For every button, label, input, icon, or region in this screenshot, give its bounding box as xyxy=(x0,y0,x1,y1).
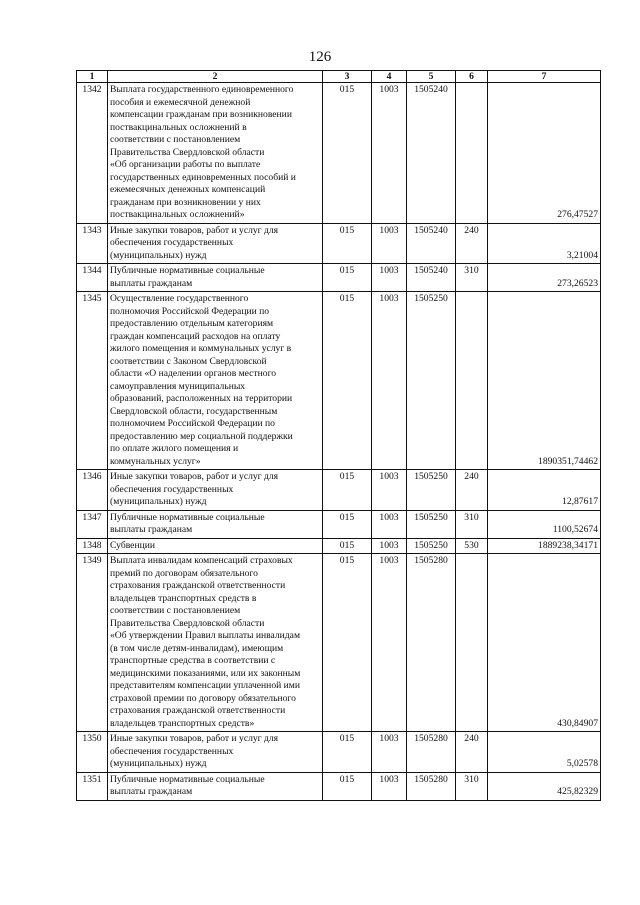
row-amount: 5,02578 xyxy=(488,732,601,773)
row-description: Иные закупки товаров, работ и услуг для обеспечения государственных (муниципальных) нужд xyxy=(108,470,323,511)
row-ministry-code: 015 xyxy=(323,83,372,224)
table-row xyxy=(77,223,601,264)
row-amount: 1890351,74462 xyxy=(488,292,601,470)
header-col-6: 6 xyxy=(456,71,488,83)
table-row xyxy=(77,292,601,470)
row-number: 1343 xyxy=(77,223,108,264)
row-description: Публичные нормативные социальные выплаты гражданам xyxy=(108,510,323,538)
row-expense-type: 310 xyxy=(456,264,488,292)
row-amount: 425,82329 xyxy=(488,772,601,800)
row-expense-type xyxy=(456,554,488,732)
page-number: 126 xyxy=(308,49,332,65)
row-section-code: 1003 xyxy=(372,292,407,470)
row-number: 1348 xyxy=(77,538,108,554)
header-col-2: 2 xyxy=(108,71,323,83)
table-row xyxy=(77,264,601,292)
row-section-code: 1003 xyxy=(372,83,407,224)
row-number: 1344 xyxy=(77,264,108,292)
row-ministry-code: 015 xyxy=(323,538,372,554)
row-section-code: 1003 xyxy=(372,554,407,732)
row-section-code: 1003 xyxy=(372,470,407,511)
row-target-code: 1505280 xyxy=(407,772,456,800)
row-description: Публичные нормативные социальные выплаты гражданам xyxy=(108,264,323,292)
row-target-code: 1505250 xyxy=(407,292,456,470)
header-col-5: 5 xyxy=(407,71,456,83)
row-target-code: 1505250 xyxy=(407,510,456,538)
row-description: Выплата государственного единовременного пособия и ежемесячной денежной компенсации гражданам при возникновении поствакцинальных осложнений в соответствии с постановлением Правительства Свердловской области «Об организации работы по выплате государственных единовременных пособий и ежемесячных денежных компенсаций гражданам при возникновении у них поствакцинальных осложнений» xyxy=(108,83,323,224)
row-section-code: 1003 xyxy=(372,264,407,292)
row-expense-type: 240 xyxy=(456,732,488,773)
table-header-row xyxy=(77,71,601,83)
row-amount: 430,84907 xyxy=(488,554,601,732)
row-ministry-code: 015 xyxy=(323,554,372,732)
row-expense-type: 240 xyxy=(456,223,488,264)
row-expense-type xyxy=(456,83,488,224)
header-col-1: 1 xyxy=(77,71,108,83)
row-amount: 1889238,34171 xyxy=(488,538,601,554)
header-col-4: 4 xyxy=(372,71,407,83)
row-description: Осуществление государственного полномочия Российской Федерации по предоставлению отдельным категориям граждан компенсаций расходов на оплату жилого помещения и коммунальных услуг в соответствии с Законом Свердловской области «О наделении органов местного самоуправления муниципальных образований, расположенных на территории Свердловской области, государственным полномочием Российской Федерации по предоставлению мер социальной поддержки по оплате жилого помещения и коммунальных услуг» xyxy=(108,292,323,470)
row-description: Иные закупки товаров, работ и услуг для обеспечения государственных (муниципальных) нужд xyxy=(108,732,323,773)
budget-table xyxy=(76,70,601,801)
row-target-code: 1505280 xyxy=(407,554,456,732)
row-expense-type: 530 xyxy=(456,538,488,554)
header-col-7: 7 xyxy=(488,71,601,83)
table-row xyxy=(77,772,601,800)
row-amount: 273,26523 xyxy=(488,264,601,292)
row-amount: 12,87617 xyxy=(488,470,601,511)
row-expense-type xyxy=(456,292,488,470)
row-expense-type: 310 xyxy=(456,510,488,538)
row-description: Публичные нормативные социальные выплаты гражданам xyxy=(108,772,323,800)
row-number: 1342 xyxy=(77,83,108,224)
row-amount: 276,47527 xyxy=(488,83,601,224)
row-section-code: 1003 xyxy=(372,772,407,800)
row-amount: 3,21004 xyxy=(488,223,601,264)
row-ministry-code: 015 xyxy=(323,292,372,470)
row-ministry-code: 015 xyxy=(323,223,372,264)
row-ministry-code: 015 xyxy=(323,772,372,800)
table-row xyxy=(77,554,601,732)
row-target-code: 1505240 xyxy=(407,83,456,224)
table-row xyxy=(77,538,601,554)
row-target-code: 1505250 xyxy=(407,470,456,511)
table-row xyxy=(77,510,601,538)
row-description: Иные закупки товаров, работ и услуг для обеспечения государственных (муниципальных) нужд xyxy=(108,223,323,264)
row-expense-type: 240 xyxy=(456,470,488,511)
row-section-code: 1003 xyxy=(372,538,407,554)
row-number: 1351 xyxy=(77,772,108,800)
row-ministry-code: 015 xyxy=(323,264,372,292)
row-ministry-code: 015 xyxy=(323,510,372,538)
row-target-code: 1505250 xyxy=(407,538,456,554)
row-section-code: 1003 xyxy=(372,732,407,773)
row-target-code: 1505240 xyxy=(407,223,456,264)
row-ministry-code: 015 xyxy=(323,732,372,773)
row-ministry-code: 015 xyxy=(323,470,372,511)
row-target-code: 1505240 xyxy=(407,264,456,292)
row-amount: 1100,52674 xyxy=(488,510,601,538)
row-target-code: 1505280 xyxy=(407,732,456,773)
row-expense-type: 310 xyxy=(456,772,488,800)
table-row xyxy=(77,83,601,224)
header-col-3: 3 xyxy=(323,71,372,83)
row-number: 1349 xyxy=(77,554,108,732)
table-row xyxy=(77,470,601,511)
row-number: 1350 xyxy=(77,732,108,773)
row-number: 1345 xyxy=(77,292,108,470)
table-row xyxy=(77,732,601,773)
row-number: 1346 xyxy=(77,470,108,511)
row-description: Субвенции xyxy=(108,538,323,554)
row-section-code: 1003 xyxy=(372,223,407,264)
row-description: Выплата инвалидам компенсаций страховых премий по договорам обязательного страхования гражданской ответственности владельцев транспортных средств в соответствии с постановлением Правительства Свердловской области «Об утверждении Правил выплаты инвалидам (в том числе детям-инвалидам), имеющим транспортные средства в соответствии с медицинскими показаниями, или их законным представителям компенсации уплаченной ими страховой премии по договору обязательного страхования гражданской ответственности владельцев транспортных средств» xyxy=(108,554,323,732)
row-number: 1347 xyxy=(77,510,108,538)
row-section-code: 1003 xyxy=(372,510,407,538)
